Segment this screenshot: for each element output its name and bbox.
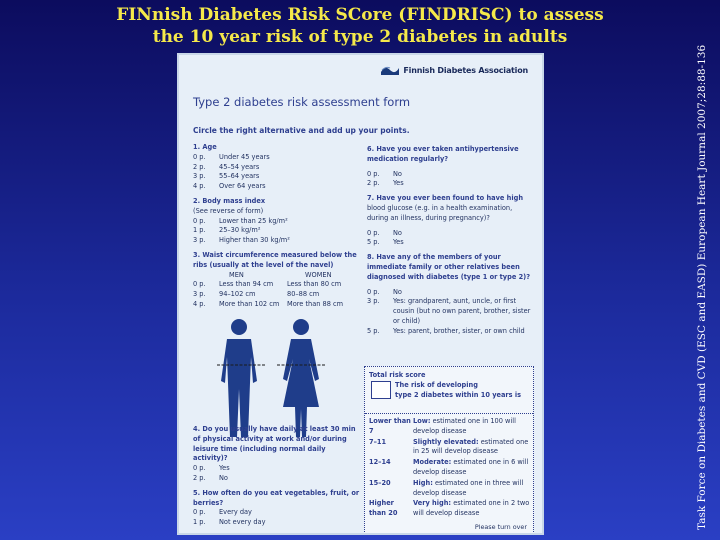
question-heading: blood glucose (e.g. in a health examination, — [367, 203, 513, 212]
option-text: Lower than 25 kg/m² — [219, 216, 288, 225]
risk-box-heading: Total risk score — [369, 371, 426, 379]
answer-option[interactable] — [193, 153, 368, 163]
option-text: Yes — [393, 179, 404, 188]
question-heading: diagnosed with diabetes (type 1 or type 2)? — [367, 272, 531, 281]
risk-estimate: estimated one in 2 two will develop disease — [413, 499, 530, 518]
answer-option[interactable] — [367, 170, 535, 180]
waist-figures-illustration — [209, 317, 359, 439]
points: 3 p. — [193, 172, 206, 181]
association-logo — [380, 64, 528, 76]
question-heading: 1. Age — [193, 143, 217, 151]
men-label: MEN — [229, 270, 244, 279]
points: 1 p. — [193, 518, 206, 527]
option-text: Yes: grandparent, aunt, uncle, or first cousin (but no own parent, brother, sister or child) — [393, 297, 531, 325]
risk-text-line: type 2 diabetes within 10 years is — [395, 390, 522, 399]
left-column-bottom — [193, 425, 363, 528]
question-waist — [193, 251, 368, 310]
option-text: 45–54 years — [219, 162, 260, 171]
question-heading: berries? — [193, 498, 224, 507]
option-text: Every day — [219, 508, 252, 517]
question-physical-activity — [193, 425, 363, 484]
women-value: Less than 80 cm — [287, 280, 342, 289]
question-heading: 7. Have you ever been found to have high — [367, 194, 524, 203]
points: 0 p. — [193, 216, 206, 225]
points: 1 p. — [193, 226, 206, 235]
risk-level: Moderate: — [413, 458, 452, 467]
risk-estimate: estimated one in three will develop disease — [413, 478, 524, 497]
question-heading: leisure time (including normal daily — [193, 444, 326, 453]
risk-text-line: The risk of developing — [395, 381, 478, 389]
answer-option[interactable] — [193, 474, 363, 484]
option-text: No — [393, 169, 402, 178]
logo-text: Finnish Diabetes Association — [403, 65, 528, 75]
risk-level: Slightly elevated: — [413, 437, 479, 446]
risk-row — [369, 438, 531, 458]
question-heading: ribs (usually at the level of the navel) — [193, 260, 334, 269]
slide-title-line-2: the 10 year risk of type 2 diabetes in adults — [152, 27, 568, 47]
question-antihypertensive — [367, 145, 535, 189]
question-vegetables — [193, 489, 363, 528]
answer-option[interactable] — [193, 300, 368, 310]
points: 3 p. — [193, 290, 206, 299]
points: 0 p. — [367, 287, 380, 296]
points: 0 p. — [193, 508, 206, 517]
points: 2 p. — [193, 473, 206, 482]
question-heading: 6. Have you ever taken antihypertensive — [367, 145, 519, 153]
answer-option[interactable] — [193, 518, 363, 528]
answer-option[interactable] — [367, 327, 535, 337]
option-text: No — [219, 473, 228, 482]
option-text: Over 64 years — [219, 182, 266, 191]
question-heading: of physical activity at work and/or during — [193, 434, 347, 443]
total-risk-score-box — [364, 366, 534, 534]
woman-figure-icon — [283, 319, 319, 437]
option-text: 25–30 kg/m² — [219, 226, 261, 235]
option-text: Higher than 30 kg/m² — [219, 236, 290, 245]
citation-credit: Task Force on Diabetes and CVD (ESC and EASD) European Heart Journal 2007;28:88-136 — [696, 44, 708, 530]
question-heading: 8. Have any of the members of your — [367, 253, 501, 262]
option-text: Yes: parent, brother, sister, or own child — [393, 326, 525, 335]
answer-option[interactable] — [193, 182, 368, 192]
women-label: WOMEN — [305, 270, 332, 279]
total-score-input[interactable] — [371, 381, 391, 399]
answer-option[interactable] — [193, 508, 363, 518]
answer-option[interactable] — [193, 226, 368, 236]
risk-level: High: — [413, 478, 433, 487]
answer-option[interactable] — [367, 238, 535, 248]
answer-option[interactable] — [193, 236, 368, 246]
option-text: 55–64 years — [219, 172, 260, 181]
score-range: 7–11 — [369, 437, 387, 446]
slide-title — [0, 4, 720, 48]
slide-title-line-1: FINnish Diabetes Risk SCore (FINDRISC) to assess — [116, 5, 604, 25]
men-value: 94–102 cm — [219, 290, 256, 299]
risk-assessment-form — [177, 53, 544, 535]
question-age — [193, 143, 368, 192]
points: 0 p. — [193, 280, 206, 289]
question-family-diabetes — [367, 253, 535, 336]
question-heading: during an illness, during pregnancy)? — [367, 213, 490, 222]
risk-level: Low: — [413, 417, 431, 425]
option-text: Yes — [393, 238, 404, 247]
risk-row — [369, 479, 531, 499]
answer-option[interactable] — [193, 280, 368, 290]
men-value: Less than 94 cm — [219, 280, 274, 289]
risk-level-list — [369, 417, 531, 520]
option-text: Not every day — [219, 518, 266, 527]
risk-estimate: estimated one in 6 will develop disease — [413, 458, 529, 476]
man-figure-icon — [221, 319, 257, 437]
answer-option[interactable] — [367, 288, 535, 298]
points: 4 p. — [193, 299, 206, 308]
option-text: No — [393, 228, 402, 237]
score-range: Lower than 7 — [369, 417, 411, 435]
option-text: No — [393, 287, 402, 296]
question-subheading: (See reverse of form) — [193, 206, 264, 215]
risk-estimate: estimated one in 25 will develop disease — [413, 437, 529, 456]
points: 0 p. — [367, 228, 380, 237]
answer-option[interactable] — [193, 163, 368, 173]
points: 5 p. — [367, 238, 380, 247]
question-heading: 3. Waist circumference measured below the — [193, 250, 357, 259]
question-heading: activity)? — [193, 454, 228, 463]
points: 3 p. — [367, 297, 380, 306]
risk-row — [369, 458, 531, 478]
points: 2 p. — [367, 179, 380, 188]
score-range: 12–14 — [369, 458, 391, 467]
form-title: Type 2 diabetes risk assessment form — [193, 95, 411, 109]
question-heading: 2. Body mass index — [193, 196, 266, 205]
points: 2 p. — [193, 162, 206, 171]
question-heading: immediate family or other relatives been — [367, 262, 520, 271]
question-bmi — [193, 197, 368, 246]
points: 0 p. — [193, 464, 206, 473]
points: 5 p. — [367, 326, 380, 335]
answer-option[interactable] — [193, 172, 368, 182]
question-heading: 4. Do you usually have daily at least 30 min — [193, 425, 356, 433]
question-heading: 5. How often do you eat vegetables, fruit, or — [193, 488, 360, 497]
option-text: Under 45 years — [219, 152, 270, 161]
answer-option[interactable] — [367, 179, 535, 189]
risk-level: Very high: — [413, 499, 452, 508]
option-text: Yes — [219, 464, 230, 473]
right-column — [367, 145, 535, 337]
sex-header-row — [193, 271, 368, 281]
points: 0 p. — [193, 152, 206, 161]
form-instruction: Circle the right alternative and add up your points. — [193, 126, 410, 135]
turn-over-note: Please turn over — [474, 523, 527, 531]
score-range: Higher than 20 — [369, 499, 398, 518]
question-heading: medication regularly? — [367, 154, 449, 163]
answer-option[interactable] — [193, 464, 363, 474]
risk-description — [395, 381, 521, 401]
answer-option[interactable] — [367, 229, 535, 239]
women-value: More than 88 cm — [287, 299, 344, 308]
logo-wave-icon — [380, 64, 400, 76]
risk-estimate: estimated one in 100 will develop disease — [413, 417, 516, 435]
risk-row — [369, 499, 531, 519]
answer-option[interactable] — [193, 217, 368, 227]
answer-option[interactable] — [367, 297, 535, 326]
points: 3 p. — [193, 236, 206, 245]
answer-option[interactable] — [193, 290, 368, 300]
left-column — [193, 143, 368, 310]
points: 4 p. — [193, 182, 206, 191]
points: 0 p. — [367, 169, 380, 178]
score-range: 15–20 — [369, 478, 391, 487]
men-value: More than 102 cm — [219, 299, 280, 308]
risk-row — [369, 417, 531, 437]
women-value: 80–88 cm — [287, 290, 320, 299]
question-high-glucose — [367, 194, 535, 248]
